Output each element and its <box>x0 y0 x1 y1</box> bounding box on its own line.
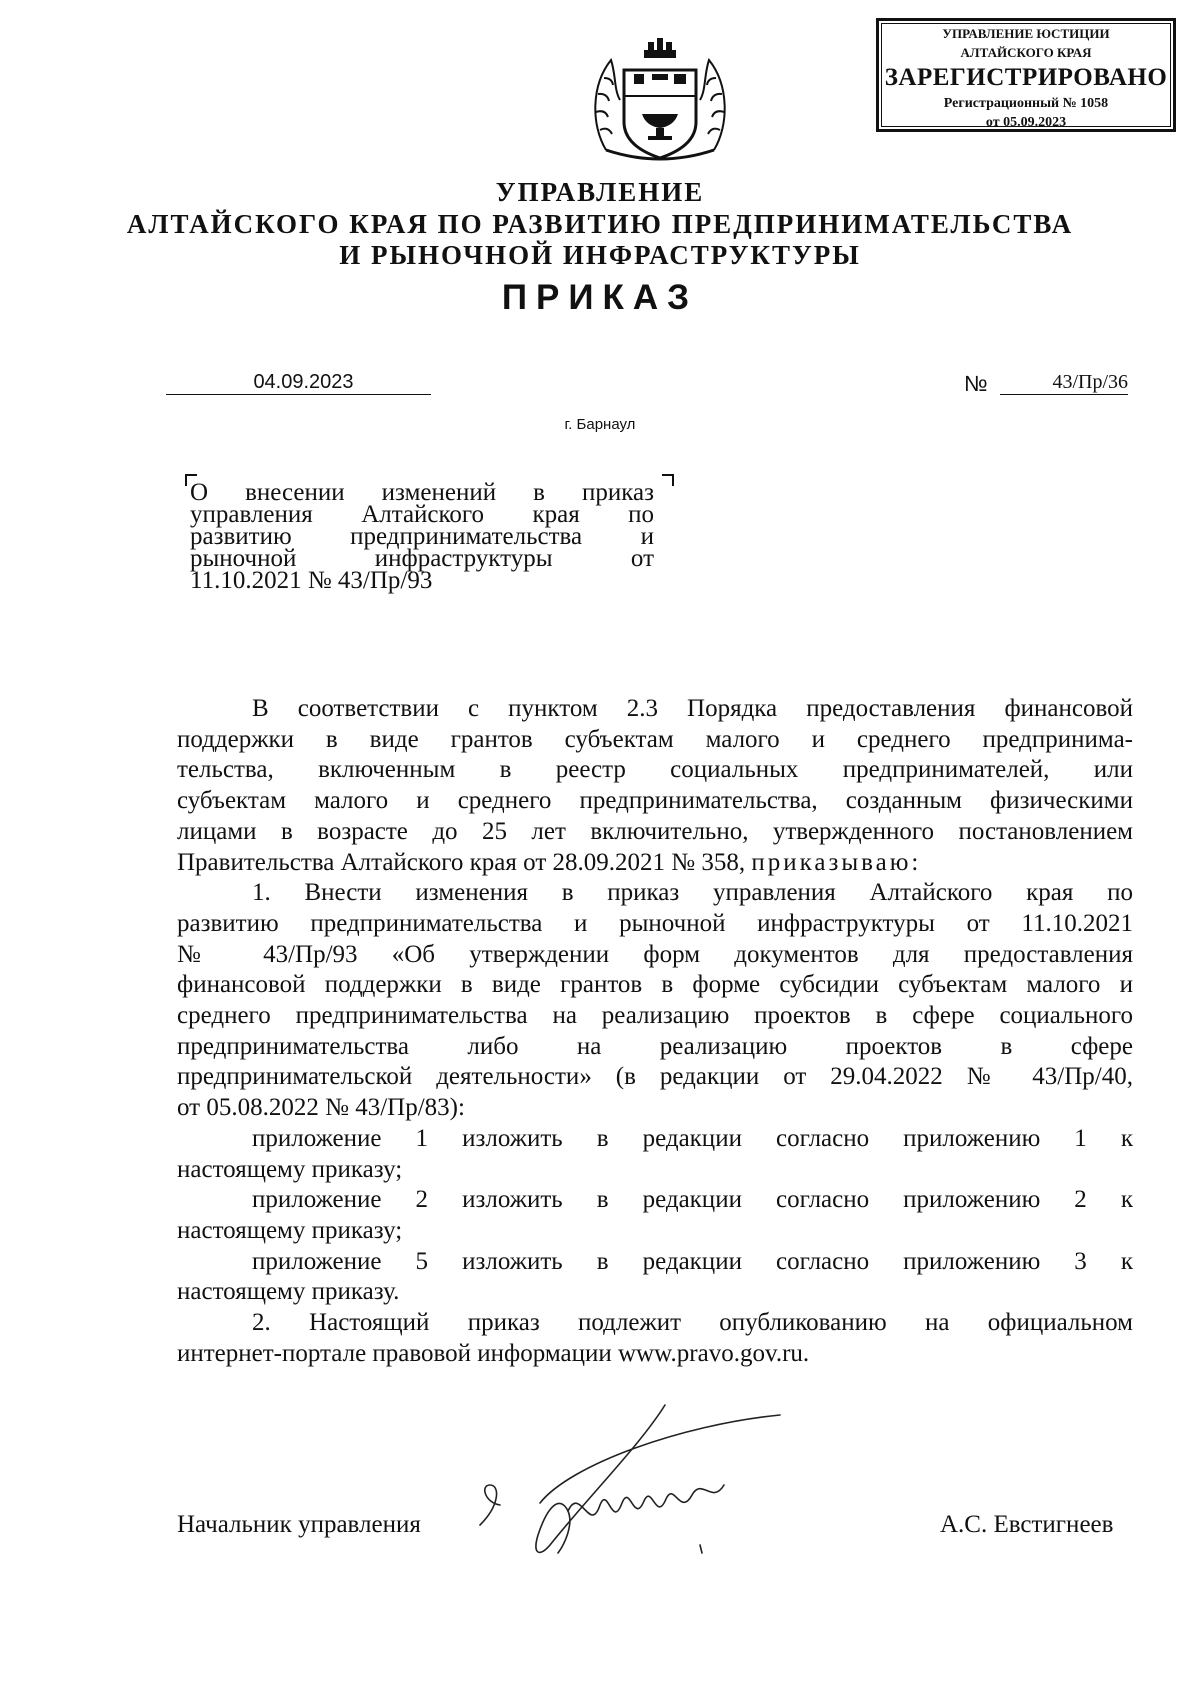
subject-bracket-right <box>662 474 674 486</box>
document-number: 43/Пр/36 <box>1000 370 1128 395</box>
handwritten-signature <box>440 1385 800 1575</box>
subject-line: О внесении изменений в приказ <box>190 479 654 506</box>
body-line: предпринимательства либо на реализацию проектов в сфере <box>177 1032 1133 1060</box>
document-subject <box>190 479 654 594</box>
signer-name: А.С. Евстигнеев <box>940 1511 1114 1538</box>
stamp-reg-date: от 05.09.2023 <box>985 115 1067 130</box>
stamp-inner-border <box>881 23 1171 127</box>
subject-line: рыночной инфраструктуры от <box>190 545 654 572</box>
body-line: 2. Настоящий приказ подлежит опубликованию на официальном <box>252 1309 1133 1337</box>
body-line: предпринимательской деятельности» (в редакции от 29.04.2022 № 43/Пр/40, <box>177 1063 1133 1091</box>
body-line: от 05.08.2022 № 43/Пр/83): <box>177 1094 465 1122</box>
body-line: субъектам малого и среднего предпринимательства, созданным физическими <box>177 787 1133 815</box>
document-city: г. Барнаул <box>564 416 636 433</box>
document-number-label: № <box>964 371 988 396</box>
subject-line: развитию предпринимательства и <box>190 523 654 550</box>
signer-title: Начальник управления <box>177 1511 421 1538</box>
body-line: настоящему приказу. <box>177 1278 400 1306</box>
body-line: В соответствии с пунктом 2.3 Порядка предоставления финансовой <box>252 695 1133 722</box>
header-line1: УПРАВЛЕНИЕ <box>495 177 705 207</box>
document-body <box>177 694 1133 1369</box>
stamp-status: ЗАРЕГИСТРИРОВАНО <box>884 64 1168 91</box>
registration-stamp <box>876 18 1176 132</box>
body-line: приложение 1 изложить в редакции согласно приложению 1 к <box>252 1124 1133 1152</box>
body-line <box>177 848 1133 879</box>
document-date: 04.09.2023 <box>166 370 431 395</box>
header-line2: АЛТАЙСКОГО КРАЯ ПО РАЗВИТИЮ ПРЕДПРИНИМАТЕЛЬСТВА <box>126 209 1074 239</box>
body-line: приложение 5 изложить в редакции согласно приложению 3 к <box>252 1247 1133 1275</box>
document-type-title: ПРИКАЗ <box>501 278 699 317</box>
body-line: развитию предпринимательства и рыночной инфраструктуры от 11.10.2021 <box>177 909 1133 937</box>
stamp-organization-line1: УПРАВЛЕНИЕ ЮСТИЦИИ <box>942 26 1110 41</box>
coat-of-arms-emblem <box>586 30 734 170</box>
body-line: финансовой поддержки в виде грантов в форме субсидии субъектам малого и <box>177 971 1133 999</box>
stamp-reg-number: Регистрационный № 1058 <box>943 96 1109 111</box>
subject-line: 11.10.2021 № 43/Пр/93 <box>190 567 433 594</box>
body-line-text: Правительства Алтайского края от 28.09.2021 № 358, <box>177 848 746 876</box>
body-keyword: приказываю: <box>751 848 922 876</box>
body-line: № 43/Пр/93 «Об утверждении форм документов для предоставления <box>177 940 1133 968</box>
subject-line: управления Алтайского края по <box>190 501 654 528</box>
body-line: приложение 2 изложить в редакции согласно приложению 2 к <box>252 1186 1133 1214</box>
body-line: тельства, включенным в реестр социальных предпринимателей, или <box>177 756 1133 784</box>
body-line: настоящему приказу; <box>177 1216 403 1244</box>
stamp-organization-line2: АЛТАЙСКОГО КРАЯ <box>960 45 1092 60</box>
body-line: среднего предпринимательства на реализацию проектов в сфере социального <box>177 1002 1133 1030</box>
body-line: 1. Внести изменения в приказ управления Алтайского края по <box>252 879 1133 907</box>
body-line: настоящему приказу; <box>177 1155 403 1183</box>
body-line: интернет-портале правовой информации www.pravo.gov.ru. <box>177 1339 810 1367</box>
body-line: лицами в возрасте до 25 лет включительно, утвержденного постановлением <box>177 817 1133 845</box>
header-line3: И РЫНОЧНОЙ ИНФРАСТРУКТУРЫ <box>339 240 861 270</box>
body-line: поддержки в виде грантов субъектам малого и среднего предпринима- <box>177 725 1133 753</box>
